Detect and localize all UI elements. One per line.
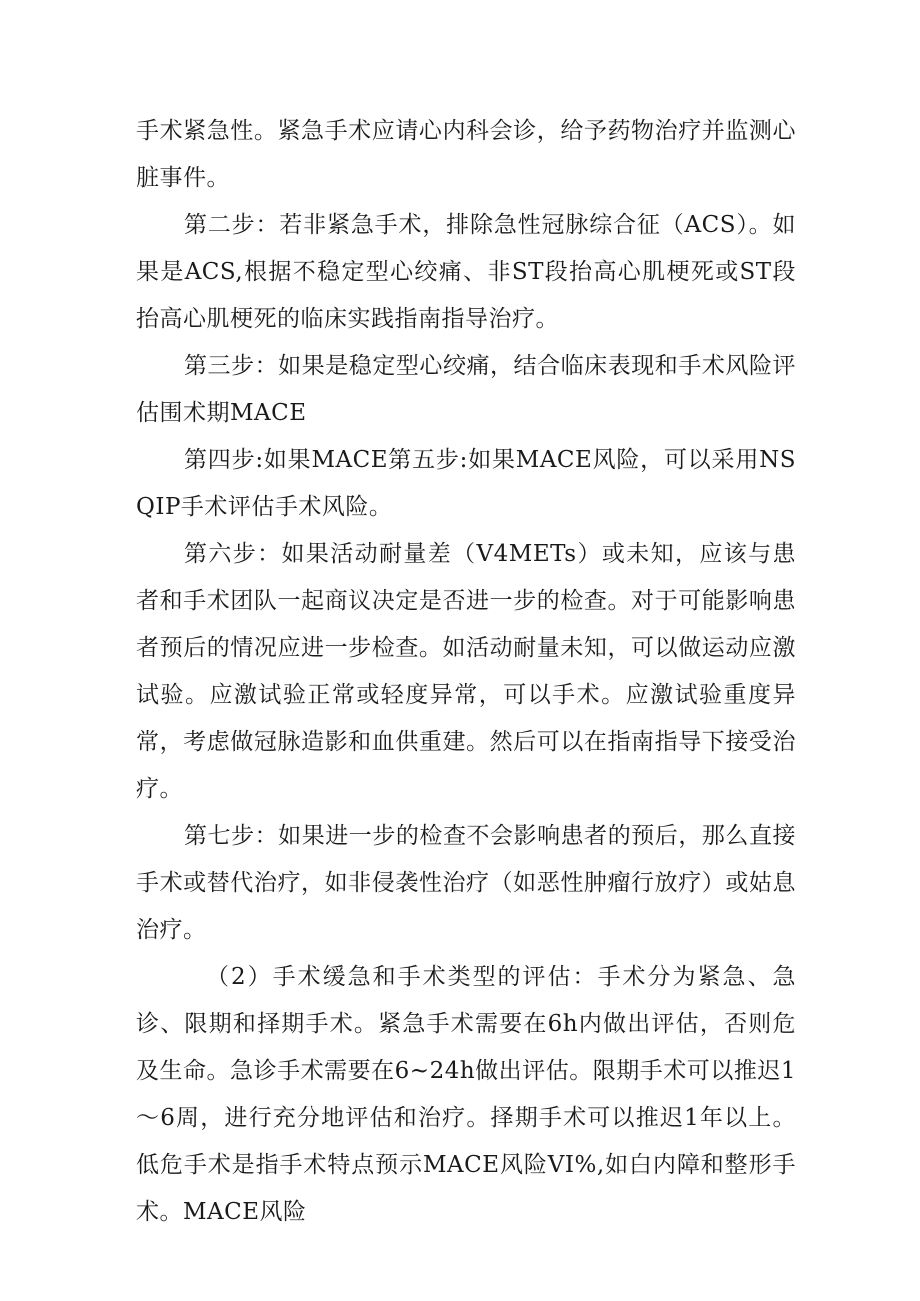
document-body <box>136 108 796 1236</box>
paragraph-step-four-five: 第四步:如果MACE第五步:如果MACE风险，可以采用NSQIP手术评估手术风险。 <box>136 447 796 520</box>
paragraph-step-three: 第三步：如果是稳定型心绞痛，结合临床表现和手术风险评估围术期MACE <box>136 353 796 426</box>
paragraph-step-seven: 第七步：如果进一步的检查不会影响患者的预后，那么直接手术或替代治疗，如非侵袭性治疗（如恶性肿瘤行放疗）或姑息治疗。 <box>136 823 796 943</box>
paragraph-step-six: 第六步：如果活动耐量差（V4METs）或未知，应该与患者和手术团队一起商议决定是否进一步的检查。对于可能影响患者预后的情况应进一步检查。如活动耐量未知，可以做运动应激试验。应激试验正常或轻度异常，可以手术。应激试验重度异常，考虑做冠脉造影和血供重建。然后可以在指南指导下接受治疗。 <box>136 541 796 802</box>
paragraph-continuation: 手术紧急性。紧急手术应请心内科会诊，给予药物治疗并监测心脏事件。 <box>136 118 796 191</box>
paragraph-step-two: 第二步：若非紧急手术，排除急性冠脉综合征（ACS）。如果是ACS,根据不稳定型心绞痛、非ST段抬高心肌梗死或ST段抬高心肌梗死的临床实践指南指导治疗。 <box>136 212 796 332</box>
paragraph-surgery-urgency: （2）手术缓急和手术类型的评估：手术分为紧急、急诊、限期和择期手术。紧急手术需要在6h内做出评估，否则危及生命。急诊手术需要在6~24h做出评估。限期手术可以推迟1～6周，进行充分地评估和治疗。择期手术可以推迟1年以上。低危手术是指手术特点预示MACE风险VI%,如白内障和整形手术。MACE风险 <box>136 964 796 1225</box>
